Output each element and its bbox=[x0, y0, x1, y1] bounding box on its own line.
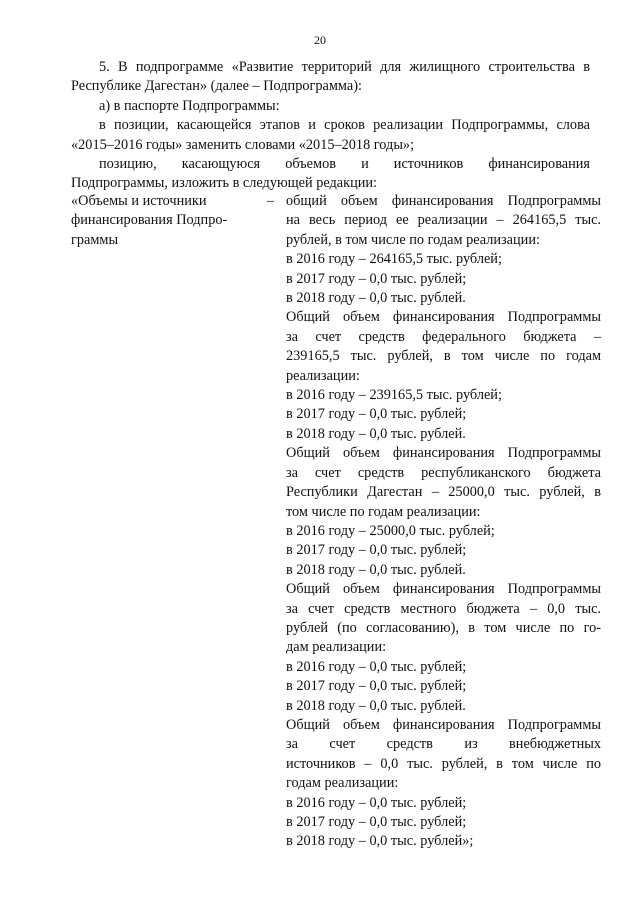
financing-line: в 2018 году – 0,0 тыс. рублей. bbox=[286, 425, 466, 442]
position-line1: позицию, касающуюся объемов и источников финансирования bbox=[99, 156, 590, 173]
financing-line: Общий объем финансирования Подпрограммы bbox=[286, 445, 601, 462]
financing-label: «Объемы и источники финансирования Подпро-граммы bbox=[71, 193, 228, 248]
financing-line: Общий объем финансирования Подпрограммы bbox=[286, 309, 601, 326]
financing-line: дам реализации: bbox=[286, 639, 387, 656]
financing-line: в 2018 году – 0,0 тыс. рублей. bbox=[286, 697, 466, 714]
financing-line: в 2017 году – 0,0 тыс. рублей; bbox=[286, 406, 467, 423]
financing-line: в 2016 году – 0,0 тыс. рублей; bbox=[286, 794, 467, 811]
financing-line: 239165,5 тыс. рублей, в том числе по годам bbox=[286, 348, 601, 365]
financing-line: в 2016 году – 0,0 тыс. рублей; bbox=[286, 658, 467, 675]
financing-line: в 2017 году – 0,0 тыс. рублей; bbox=[286, 542, 467, 559]
financing-line: годам реализации: bbox=[286, 775, 399, 792]
financing-line: Республики Дагестан – 25000,0 тыс. рублей, в bbox=[286, 484, 601, 501]
financing-line: за счет средств местного бюджета – 0,0 тыс. bbox=[286, 600, 601, 617]
item5-line1: 5. В подпрограмме «Развитие территорий для жилищного строительства в bbox=[99, 59, 590, 75]
financing-line: в 2018 году – 0,0 тыс. рублей. bbox=[286, 561, 466, 578]
financing-line: рублей, в том числе по годам реализации: bbox=[286, 231, 540, 248]
financing-line: за счет средств республиканского бюджета bbox=[286, 464, 601, 481]
financing-line: в 2017 году – 0,0 тыс. рублей; bbox=[286, 678, 467, 695]
financing-line: в 2018 году – 0,0 тыс. рублей. bbox=[286, 290, 466, 307]
financing-line: Общий объем финансирования Подпрограммы bbox=[286, 581, 601, 598]
table-dash: – bbox=[267, 193, 275, 209]
financing-line: реализации: bbox=[286, 367, 360, 384]
financing-line: в 2018 году – 0,0 тыс. рублей»; bbox=[286, 833, 474, 850]
intro-text bbox=[71, 58, 590, 194]
financing-line: том числе по годам реализации: bbox=[286, 503, 481, 520]
financing-line: источников – 0,0 тыс. рублей, в том числе по bbox=[286, 755, 601, 772]
financing-line: в 2016 году – 25000,0 тыс. рублей; bbox=[286, 522, 495, 539]
financing-line: в 2016 году – 239165,5 тыс. рублей; bbox=[286, 387, 502, 404]
financing-line: в 2017 году – 0,0 тыс. рублей; bbox=[286, 814, 467, 830]
financing-details bbox=[286, 192, 601, 852]
financing-line: на весь период ее реализации – 264165,5 тыс. bbox=[286, 212, 601, 229]
item-a: а) в паспорте Подпрограммы: bbox=[99, 97, 280, 114]
position-line2: Подпрограммы, изложить в следующей редакции: bbox=[71, 175, 378, 192]
financing-line: в 2017 году – 0,0 тыс. рублей; bbox=[286, 270, 467, 287]
page-number: 20 bbox=[314, 33, 326, 47]
financing-line: за счет средств из внебюджетных bbox=[286, 736, 601, 753]
financing-line: в 2016 году – 264165,5 тыс. рублей; bbox=[286, 251, 502, 268]
financing-line: рублей (по согласованию), в том числе по го- bbox=[286, 619, 601, 636]
financing-line: Общий объем финансирования Подпрограммы bbox=[286, 716, 601, 733]
item5-line2: Республике Дагестан» (далее – Подпрограмма): bbox=[71, 78, 362, 95]
stages-line1: в позиции, касающейся этапов и сроков реализации Подпрограммы, слова bbox=[99, 117, 590, 134]
financing-line: за счет средств федерального бюджета – bbox=[286, 328, 601, 345]
financing-line: общий объем финансирования Подпрограммы bbox=[286, 193, 601, 209]
stages-line2: «2015–2016 годы» заменить словами «2015–2018 годы»; bbox=[71, 136, 415, 153]
